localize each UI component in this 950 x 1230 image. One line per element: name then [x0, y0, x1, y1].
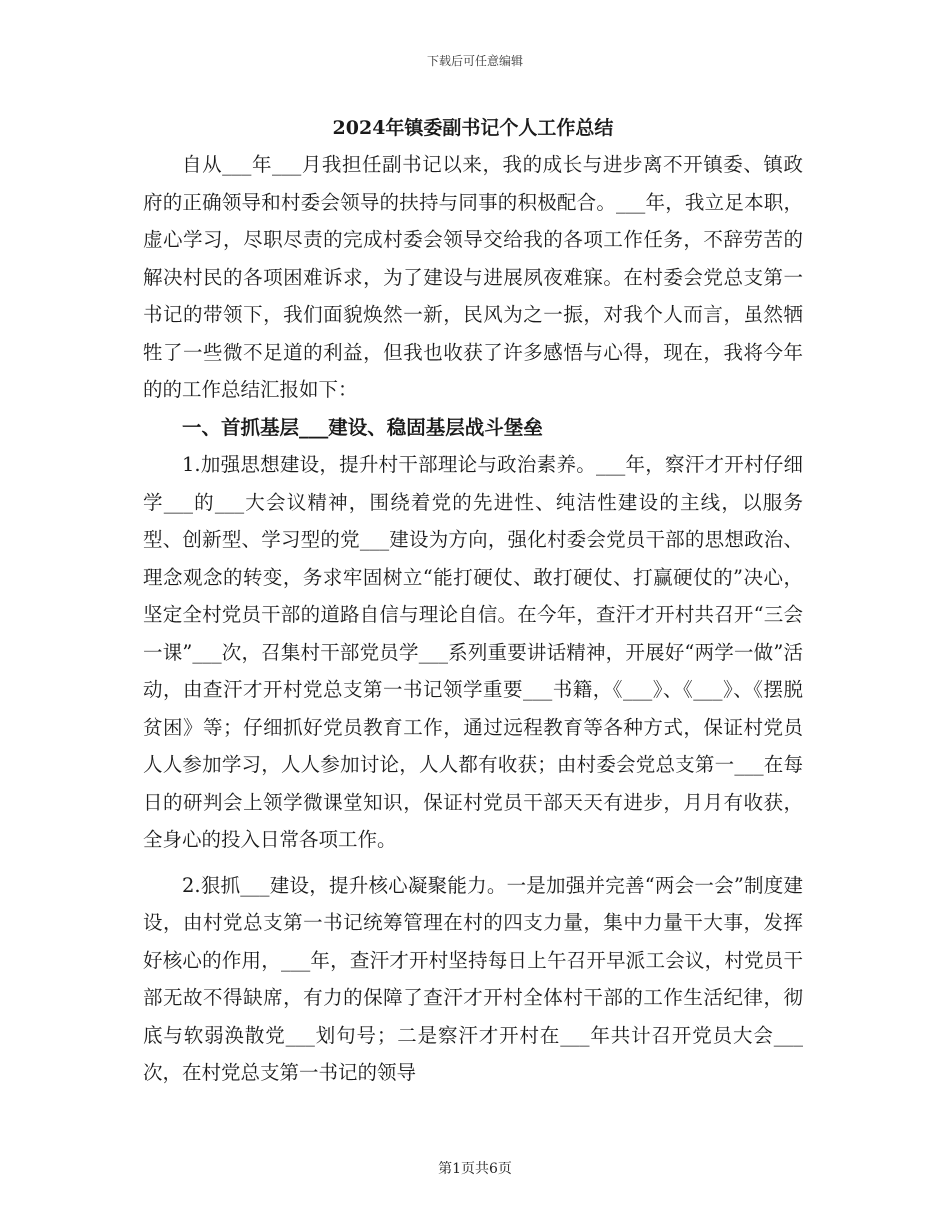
paragraph-gap	[143, 859, 803, 867]
body-paragraph-1: 1.加强思想建设，提升村干部理论与政治素养。___年，察汗才开村仔细学___的___大会议精神，围绕着党的先进性、纯洁性建设的主线，以服务型、创新型、学习型的党___建设为方向，强化村委会党员干部的思想政治、理念观念的转变，务求牢固树立“能打硬仗、敢打硬仗、打赢硬仗的”决心，坚定全村党员干部的道路自信与理论自信。在今年，查汗才开村共召开“三会一课”___次，召集村干部党员学___系列重要讲话精神，开展好“两学一做”活动，由查汗才开村党总支第一书记领学重要___书籍，《___》、《___》、《摆脱贫困》等；仔细抓好党员教育工作，通过远程教育等各种方式，保证村党员人人参加学习，人人参加讨论，人人都有收获；由村委会党总支第一___在每日的研判会上领学微课堂知识，保证村党员干部天天有进步，月月有收获，全身心的投入日常各项工作。	[143, 453, 803, 851]
intro-paragraph: 自从___年___月我担任副书记以来，我的成长与进步离不开镇委、镇政府的正确领导和村委会领导的扶持与同事的积极配合。___年，我立足本职，虚心学习，尽职尽责的完成村委会领导交给我的各项工作任务，不辞劳苦的解决村民的各项困难诉求，为了建设与进展夙夜难寐。在村委会党总支第一书记的带领下，我们面貌焕然一新，民风为之一振，对我个人而言，虽然牺牲了一些微不足道的利益，但我也收获了许多感悟与心得，现在，我将今年的的工作总结汇报如下：	[143, 153, 803, 401]
page-footer: 第1页共6页	[438, 1161, 512, 1177]
document-body	[143, 110, 803, 1092]
body-paragraph-2: 2.狠抓___建设，提升核心凝聚能力。一是加强并完善“两会一会”制度建设，由村党总支第一书记统筹管理在村的四支力量，集中力量干大事，发挥好核心的作用，___年，查汗才开村坚持每日上午召开早派工会议，村党员干部无故不得缺席，有力的保障了查汗才开村全体村干部的工作生活纪律，彻底与软弱涣散党___划句号；二是察汗才开村在___年共计召开党员大会___次，在村党总支第一书记的领导	[143, 873, 803, 1084]
document-title: 2024年镇委副书记个人工作总结	[332, 117, 614, 139]
section-heading: 一、首抓基层___建设、稳固基层战斗堡垒	[182, 415, 543, 439]
header-note: 下载后可任意编辑	[426, 54, 523, 68]
